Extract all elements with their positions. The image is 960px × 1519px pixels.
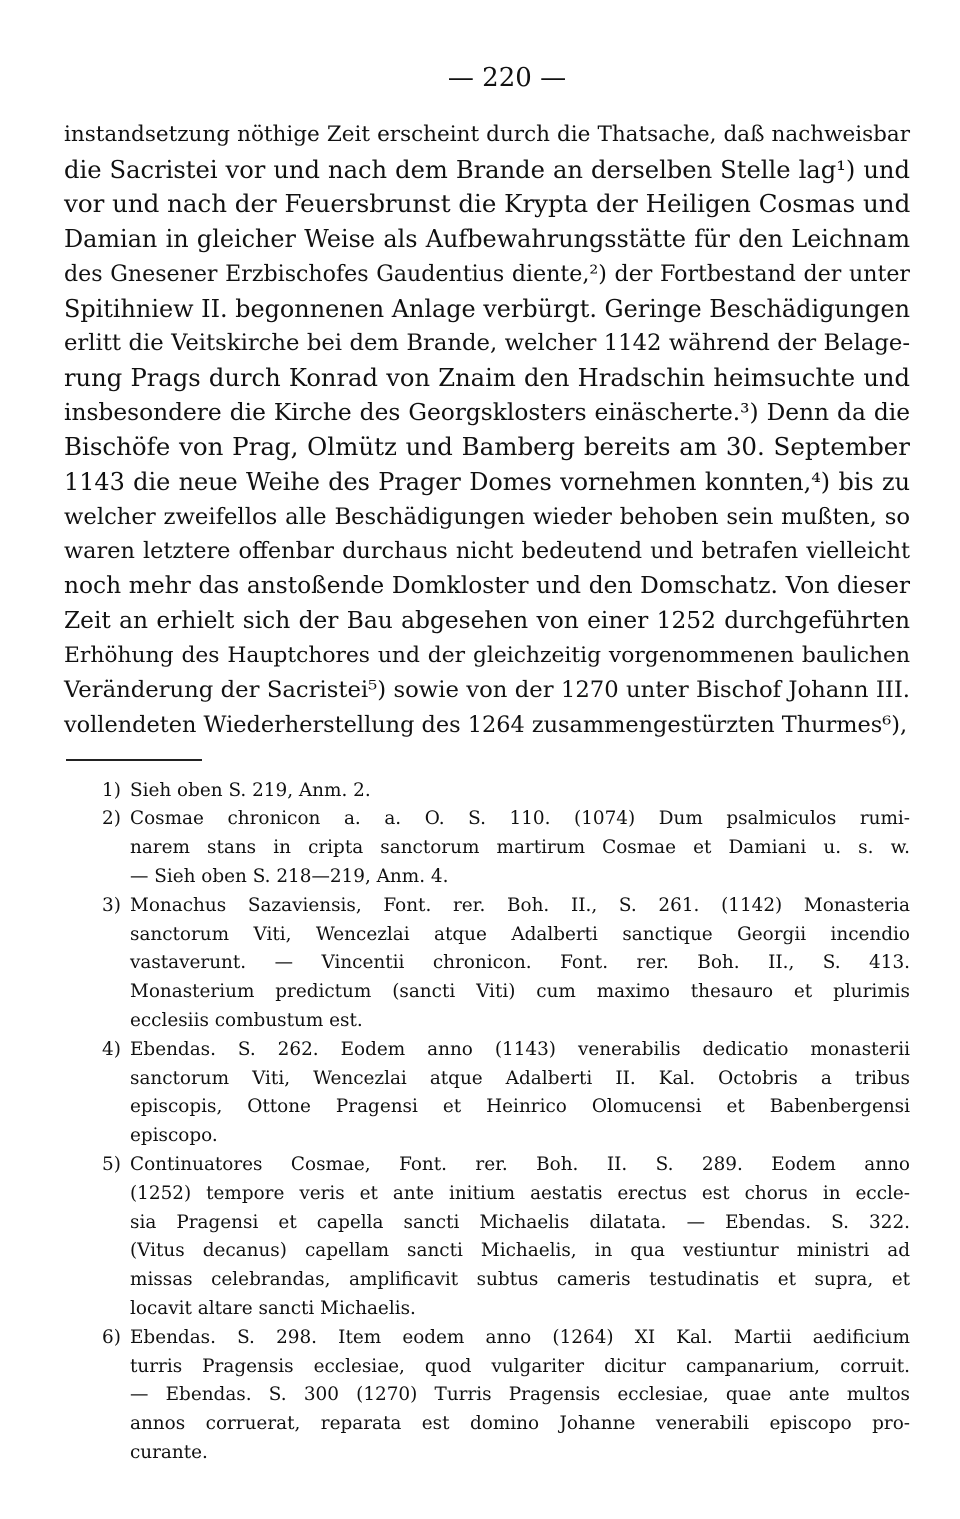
footnote-line: episcopo. bbox=[130, 1125, 218, 1147]
footnote bbox=[64, 1151, 910, 1324]
text-line: des Gnesener Erzbischofes Gaudentius diente,²) der Fortbestand der unter bbox=[64, 260, 910, 287]
footnote bbox=[64, 892, 910, 1036]
footnote-number: 1) bbox=[102, 779, 121, 801]
footnote-line: sia Pragensi et capella sancti Michaelis dilatata. — Ebendas. S. 322. bbox=[130, 1211, 910, 1233]
text-line: erlitt die Veitskirche bei dem Brande, welcher 1142 während der Belage- bbox=[64, 330, 910, 357]
footnote-line: vastaverunt. — Vincentii chronicon. Font. rer. Boh. II., S. 413. bbox=[130, 952, 910, 974]
footnotes bbox=[64, 777, 910, 1468]
text-line: welcher zweifellos alle Beschädigungen wieder behoben sein mußten, so bbox=[64, 503, 910, 530]
footnote-line: sanctorum Viti, Wencezlai atque Adalberti II. Kal. Octobris a tribus bbox=[130, 1067, 910, 1089]
footnote-line: Sieh oben S. 219, Anm. 2. bbox=[130, 779, 371, 801]
text-line: die Sacristei vor und nach dem Brande an derselben Stelle lag¹) und bbox=[64, 155, 910, 184]
footnote-line: missas celebrandas, amplificavit subtus cameris testudinatis et supra, et bbox=[130, 1269, 910, 1291]
footnote-line: — Sieh oben S. 218—219, Anm. 4. bbox=[130, 866, 449, 888]
footnote-number: 6) bbox=[102, 1326, 121, 1348]
footnote-line: (Vitus decanus) capellam sancti Michaelis, in qua vestiuntur ministri ad bbox=[130, 1240, 910, 1262]
footnote-separator bbox=[66, 759, 202, 761]
text-line: Veränderung der Sacristei⁵) sowie von der 1270 unter Bischof Johann III. bbox=[64, 677, 910, 704]
text-line: rung Prags durch Konrad von Znaim den Hradschin heimsuchte und bbox=[64, 363, 910, 392]
footnote-number: 4) bbox=[102, 1038, 121, 1060]
footnote-line: annos corruerat, reparata est domino Johanne venerabili episcopo pro- bbox=[130, 1413, 910, 1435]
footnote-line: Ebendas. S. 262. Eodem anno (1143) venerabilis dedicatio monasterii bbox=[130, 1038, 910, 1060]
footnote-line: ecclesiis combustum est. bbox=[130, 1010, 363, 1032]
footnote-line: episcopis, Ottone Pragensi et Heinrico Olomucensi et Babenbergensi bbox=[130, 1096, 910, 1118]
footnote bbox=[64, 1324, 910, 1468]
footnote-line: curante. bbox=[130, 1441, 208, 1463]
footnote-line: Ebendas. S. 298. Item eodem anno (1264) XI Kal. Martii aedificium bbox=[130, 1326, 910, 1348]
footnote-line: (1252) tempore veris et ante initium aestatis erectus est chorus in eccle- bbox=[130, 1182, 910, 1204]
text-line: Bischöfe von Prag, Olmütz und Bamberg bereits am 30. September bbox=[64, 432, 910, 462]
text-line: vollendeten Wiederherstellung des 1264 zusammengestürzten Thurmes⁶), bbox=[64, 711, 908, 738]
text-line: Erhöhung des Hauptchores und der gleichzeitig vorgenommenen baulichen bbox=[64, 642, 910, 668]
text-line: Spitihniew II. begonnenen Anlage verbürgt. Geringe Beschädigungen bbox=[64, 294, 910, 323]
footnote-line: sanctorum Viti, Wencezlai atque Adalberti sanctique Georgii incendio bbox=[130, 923, 910, 945]
footnote-line: turris Pragensis ecclesiae, quod vulgariter dicitur campanarium, corruit. bbox=[130, 1355, 910, 1377]
footnote-line: — Ebendas. S. 300 (1270) Turris Pragensis ecclesiae, quae ante multos bbox=[130, 1384, 910, 1406]
main-text bbox=[64, 118, 910, 743]
text-line: noch mehr das anstoßende Domkloster und den Domschatz. Von dieser bbox=[64, 572, 910, 600]
footnote bbox=[64, 777, 910, 806]
footnote-line: locavit altare sancti Michaelis. bbox=[130, 1298, 416, 1319]
footnote-line: Monasterium predictum (sancti Viti) cum maximo thesauro et plurimis bbox=[130, 981, 910, 1003]
footnote-line: Cosmae chronicon a. a. O. S. 110. (1074) Dum psalmiculos rumi- bbox=[130, 808, 910, 830]
footnote-line: Monachus Sazaviensis, Font. rer. Boh. II., S. 261. (1142) Monasteria bbox=[130, 894, 910, 916]
text-line: 1143 die neue Weihe des Prager Domes vornehmen konnten,⁴) bis zu bbox=[64, 468, 910, 497]
footnote bbox=[64, 1036, 910, 1151]
page-number: — 220 — bbox=[447, 63, 567, 93]
footnote-line: narem stans in cripta sanctorum martirum Cosmae et Damiani u. s. w. bbox=[130, 837, 910, 859]
text-line: instandsetzung nöthige Zeit erscheint durch die Thatsache, daß nachweisbar bbox=[64, 122, 910, 147]
text-line: Zeit an erhielt sich der Bau abgesehen von einer 1252 durchgeführten bbox=[64, 606, 910, 634]
text-line: waren letztere offenbar durchaus nicht bedeutend und betrafen vielleicht bbox=[64, 538, 910, 565]
footnote bbox=[64, 805, 910, 891]
footnote-line: Continuatores Cosmae, Font. rer. Boh. II. S. 289. Eodem anno bbox=[130, 1154, 910, 1176]
footnote-number: 2) bbox=[102, 808, 121, 830]
text-line: vor und nach der Feuersbrunst die Krypta der Heiligen Cosmas und bbox=[64, 189, 911, 219]
text-line: Damian in gleicher Weise als Aufbewahrungsstätte für den Leichnam bbox=[64, 225, 910, 254]
footnote-number: 5) bbox=[102, 1154, 121, 1176]
text-line: insbesondere die Kirche des Georgsklosters einäscherte.³) Denn da die bbox=[64, 398, 910, 426]
footnote-number: 3) bbox=[102, 894, 121, 916]
